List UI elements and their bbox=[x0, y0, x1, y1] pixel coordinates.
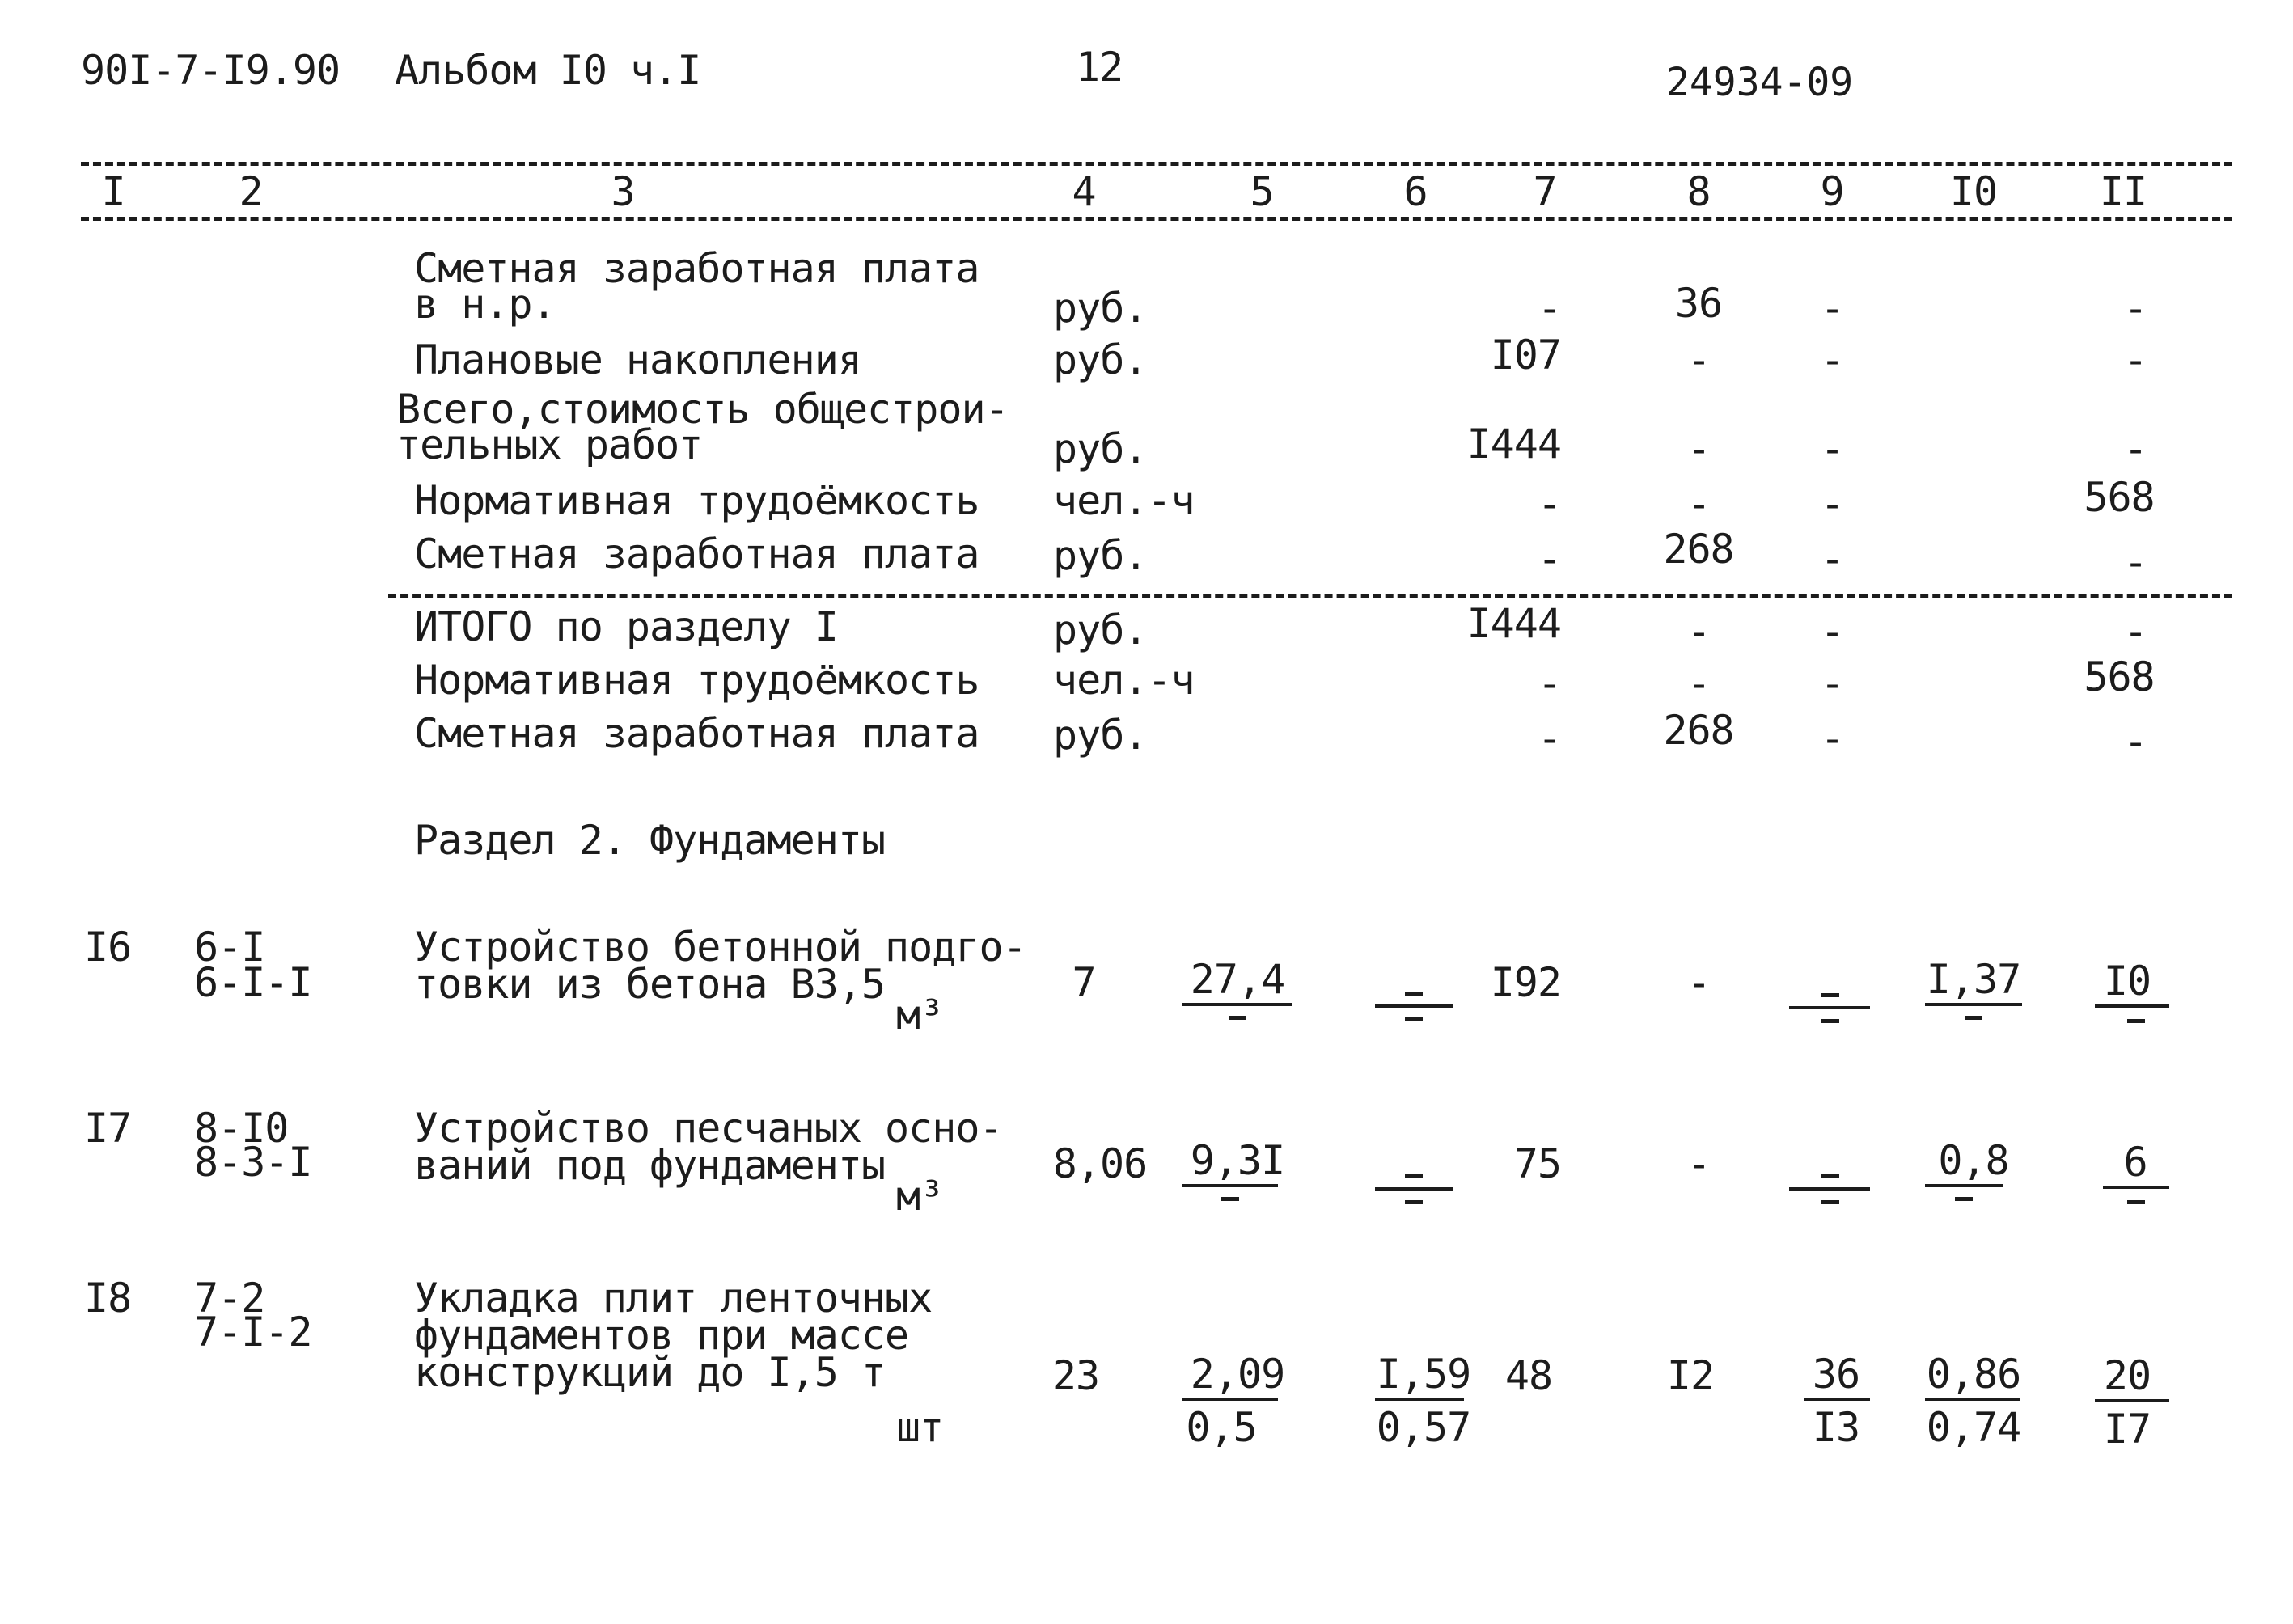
item-col4: 7 bbox=[1072, 959, 1096, 1006]
row-col8: 268 bbox=[1663, 526, 1734, 573]
item-code-bottom: 8-3-I bbox=[194, 1139, 312, 1186]
item-col11-bottom bbox=[2127, 1019, 2145, 1023]
item-col9-fraction-line bbox=[1789, 1006, 1870, 1009]
col-header-11: II bbox=[2099, 168, 2147, 215]
col-header-6: 6 bbox=[1403, 168, 1428, 215]
row-col11: - bbox=[2123, 539, 2147, 586]
row-name: Плановые накопления bbox=[414, 336, 861, 383]
item-col4: 23 bbox=[1051, 1352, 1100, 1399]
row-col8: - bbox=[1686, 608, 1711, 655]
item-col5-top: 9,3I bbox=[1190, 1137, 1285, 1184]
item-col8: - bbox=[1686, 959, 1711, 1006]
item-col11-bottom: I7 bbox=[2103, 1406, 2151, 1453]
row-unit: чел.-ч bbox=[1053, 477, 1195, 524]
item-code-bottom: 7-I-2 bbox=[194, 1309, 312, 1355]
item-col9-top: 36 bbox=[1812, 1351, 1860, 1398]
item-col4: 8,06 bbox=[1052, 1140, 1148, 1187]
item-code-bottom: 6-I-I bbox=[194, 959, 312, 1006]
col-header-2: 2 bbox=[239, 168, 263, 215]
item-col6-top bbox=[1405, 1174, 1423, 1178]
item-unit: шт bbox=[896, 1404, 944, 1451]
item-number: I6 bbox=[84, 924, 132, 971]
col-header-10: I0 bbox=[1949, 168, 1998, 215]
item-col6-bottom bbox=[1405, 1017, 1423, 1021]
row-col7: - bbox=[1537, 480, 1561, 527]
item-col11-top: 20 bbox=[2103, 1352, 2151, 1399]
item-name: Устройство песчаных осно- ваний под фундаменты bbox=[414, 1105, 1003, 1189]
row-col11: - bbox=[2123, 608, 2147, 655]
item-col6-top: I,59 bbox=[1376, 1351, 1471, 1398]
item-col11-fraction-line bbox=[2095, 1004, 2169, 1008]
col-header-7: 7 bbox=[1533, 168, 1557, 215]
item-col6-top bbox=[1405, 992, 1423, 996]
row-name: ИТОГО по разделу I bbox=[414, 603, 838, 650]
item-col11-top: I0 bbox=[2103, 958, 2151, 1004]
row-unit: чел.-ч bbox=[1053, 657, 1195, 704]
item-col6-fraction-line bbox=[1375, 1004, 1453, 1008]
col-header-4: 4 bbox=[1072, 168, 1096, 215]
totals-separator bbox=[388, 594, 2232, 598]
item-col10-fraction-line bbox=[1925, 1398, 2020, 1401]
section2-title: Раздел 2. Фундаменты bbox=[414, 817, 886, 864]
row-unit: руб. bbox=[1053, 712, 1148, 759]
item-col8: I2 bbox=[1666, 1352, 1715, 1399]
row-col7: I444 bbox=[1466, 600, 1561, 647]
row-col9: - bbox=[1820, 336, 1844, 383]
col-header-3: 3 bbox=[611, 168, 635, 215]
item-col6-bottom: 0,57 bbox=[1376, 1404, 1471, 1451]
row-unit: руб. bbox=[1053, 532, 1148, 579]
item-col9-bottom: I3 bbox=[1812, 1404, 1860, 1451]
item-col5-bottom: 0,5 bbox=[1186, 1404, 1257, 1451]
item-col6-bottom bbox=[1405, 1200, 1423, 1204]
item-col11-bottom bbox=[2127, 1200, 2145, 1204]
row-unit: руб. bbox=[1053, 336, 1148, 383]
item-col7: 75 bbox=[1513, 1140, 1561, 1187]
row-unit: руб. bbox=[1053, 607, 1148, 653]
item-col5-top: 27,4 bbox=[1190, 956, 1285, 1003]
item-col11-fraction-line bbox=[2103, 1186, 2169, 1189]
item-col10-top: 0,86 bbox=[1926, 1351, 2021, 1398]
item-col10-bottom bbox=[1955, 1197, 1973, 1201]
item-col9-fraction-line bbox=[1804, 1398, 1870, 1401]
item-col10-bottom bbox=[1965, 1016, 1982, 1020]
row-unit: руб. bbox=[1053, 425, 1148, 472]
row-col8: - bbox=[1686, 336, 1711, 383]
row-col8: 268 bbox=[1663, 707, 1734, 754]
row-col7: - bbox=[1537, 285, 1561, 332]
row-col9: - bbox=[1820, 608, 1844, 655]
item-col10-fraction-line bbox=[1925, 1003, 2022, 1006]
item-code-top: 6-I bbox=[194, 924, 265, 971]
item-col5-bottom bbox=[1221, 1197, 1239, 1201]
row-col7: I07 bbox=[1490, 332, 1561, 379]
stamp-number: 24934-09 bbox=[1666, 60, 1854, 105]
item-col5-fraction-line bbox=[1182, 1184, 1278, 1187]
row-col8: - bbox=[1686, 425, 1711, 472]
item-code-top: 8-I0 bbox=[194, 1105, 289, 1152]
item-unit: м³ bbox=[896, 992, 944, 1038]
row-col11: 568 bbox=[2084, 474, 2155, 521]
row-col11: 568 bbox=[2084, 653, 2155, 700]
row-col9: - bbox=[1820, 480, 1844, 527]
item-name: Устройство бетонной подго- товки из бетона В3,5 bbox=[414, 924, 1026, 1008]
row-col9: - bbox=[1820, 285, 1844, 332]
item-unit: м³ bbox=[896, 1173, 944, 1220]
item-col6-fraction-line bbox=[1375, 1398, 1464, 1401]
row-name: Сметная заработная плата bbox=[414, 531, 979, 577]
item-col7: I92 bbox=[1490, 959, 1561, 1006]
row-col7: I444 bbox=[1466, 421, 1561, 467]
item-col11-fraction-line bbox=[2095, 1399, 2169, 1402]
item-col9-fraction-line bbox=[1789, 1187, 1870, 1191]
item-col8: - bbox=[1686, 1140, 1711, 1187]
row-name: Сметная заработная плата в н.р. bbox=[414, 245, 979, 328]
header-top-rule bbox=[81, 162, 2232, 166]
item-code-top: 7-2 bbox=[194, 1275, 265, 1322]
project-code: 90I-7-I9.90 bbox=[81, 47, 341, 94]
item-col5-fraction-line bbox=[1182, 1003, 1292, 1006]
item-name: Укладка плит ленточных фундаментов при массе конструкций до I,5 т bbox=[414, 1275, 933, 1396]
row-col9: - bbox=[1820, 660, 1844, 707]
item-col11-top: 6 bbox=[2123, 1139, 2147, 1186]
row-col7: - bbox=[1537, 660, 1561, 707]
row-col9: - bbox=[1820, 715, 1844, 762]
album-label: Альбом I0 ч.I bbox=[395, 47, 701, 94]
item-col5-top: 2,09 bbox=[1190, 1351, 1285, 1398]
col-header-5: 5 bbox=[1250, 168, 1274, 215]
row-col7: - bbox=[1537, 715, 1561, 762]
item-col10-bottom: 0,74 bbox=[1926, 1404, 2021, 1451]
row-name: Сметная заработная плата bbox=[414, 710, 979, 757]
row-name: Нормативная трудоёмкость bbox=[414, 477, 979, 524]
item-number: I8 bbox=[84, 1275, 132, 1322]
row-unit: руб. bbox=[1053, 285, 1148, 332]
row-col8: - bbox=[1686, 480, 1711, 527]
item-col10-top: 0,8 bbox=[1938, 1137, 2009, 1184]
item-col9-bottom bbox=[1821, 1200, 1839, 1204]
col-header-9: 9 bbox=[1820, 168, 1844, 215]
row-col7: - bbox=[1537, 535, 1561, 582]
row-name: Всего,стоимость общестрои- тельных работ bbox=[396, 386, 1009, 468]
row-col11: - bbox=[2123, 718, 2147, 765]
page-number: 12 bbox=[1076, 44, 1123, 91]
row-col9: - bbox=[1820, 535, 1844, 582]
item-col6-fraction-line bbox=[1375, 1187, 1453, 1191]
item-number: I7 bbox=[84, 1105, 132, 1152]
item-col10-fraction-line bbox=[1925, 1184, 2003, 1187]
row-col8: - bbox=[1686, 660, 1711, 707]
item-col9-bottom bbox=[1821, 1019, 1839, 1023]
row-col11: - bbox=[2123, 285, 2147, 332]
item-col9-top bbox=[1821, 993, 1839, 997]
row-col11: - bbox=[2123, 425, 2147, 472]
col-header-8: 8 bbox=[1686, 168, 1711, 215]
item-col10-top: I,37 bbox=[1926, 956, 2021, 1003]
header-bottom-rule bbox=[81, 217, 2232, 221]
col-header-1: I bbox=[101, 168, 125, 215]
row-name: Нормативная трудоёмкость bbox=[414, 657, 979, 704]
item-col9-top bbox=[1821, 1174, 1839, 1178]
row-col9: - bbox=[1820, 425, 1844, 472]
row-col8: 36 bbox=[1674, 280, 1723, 327]
row-col11: - bbox=[2123, 336, 2147, 383]
item-col7: 48 bbox=[1504, 1352, 1553, 1399]
item-col5-bottom bbox=[1229, 1016, 1246, 1020]
item-col5-fraction-line bbox=[1182, 1398, 1278, 1401]
